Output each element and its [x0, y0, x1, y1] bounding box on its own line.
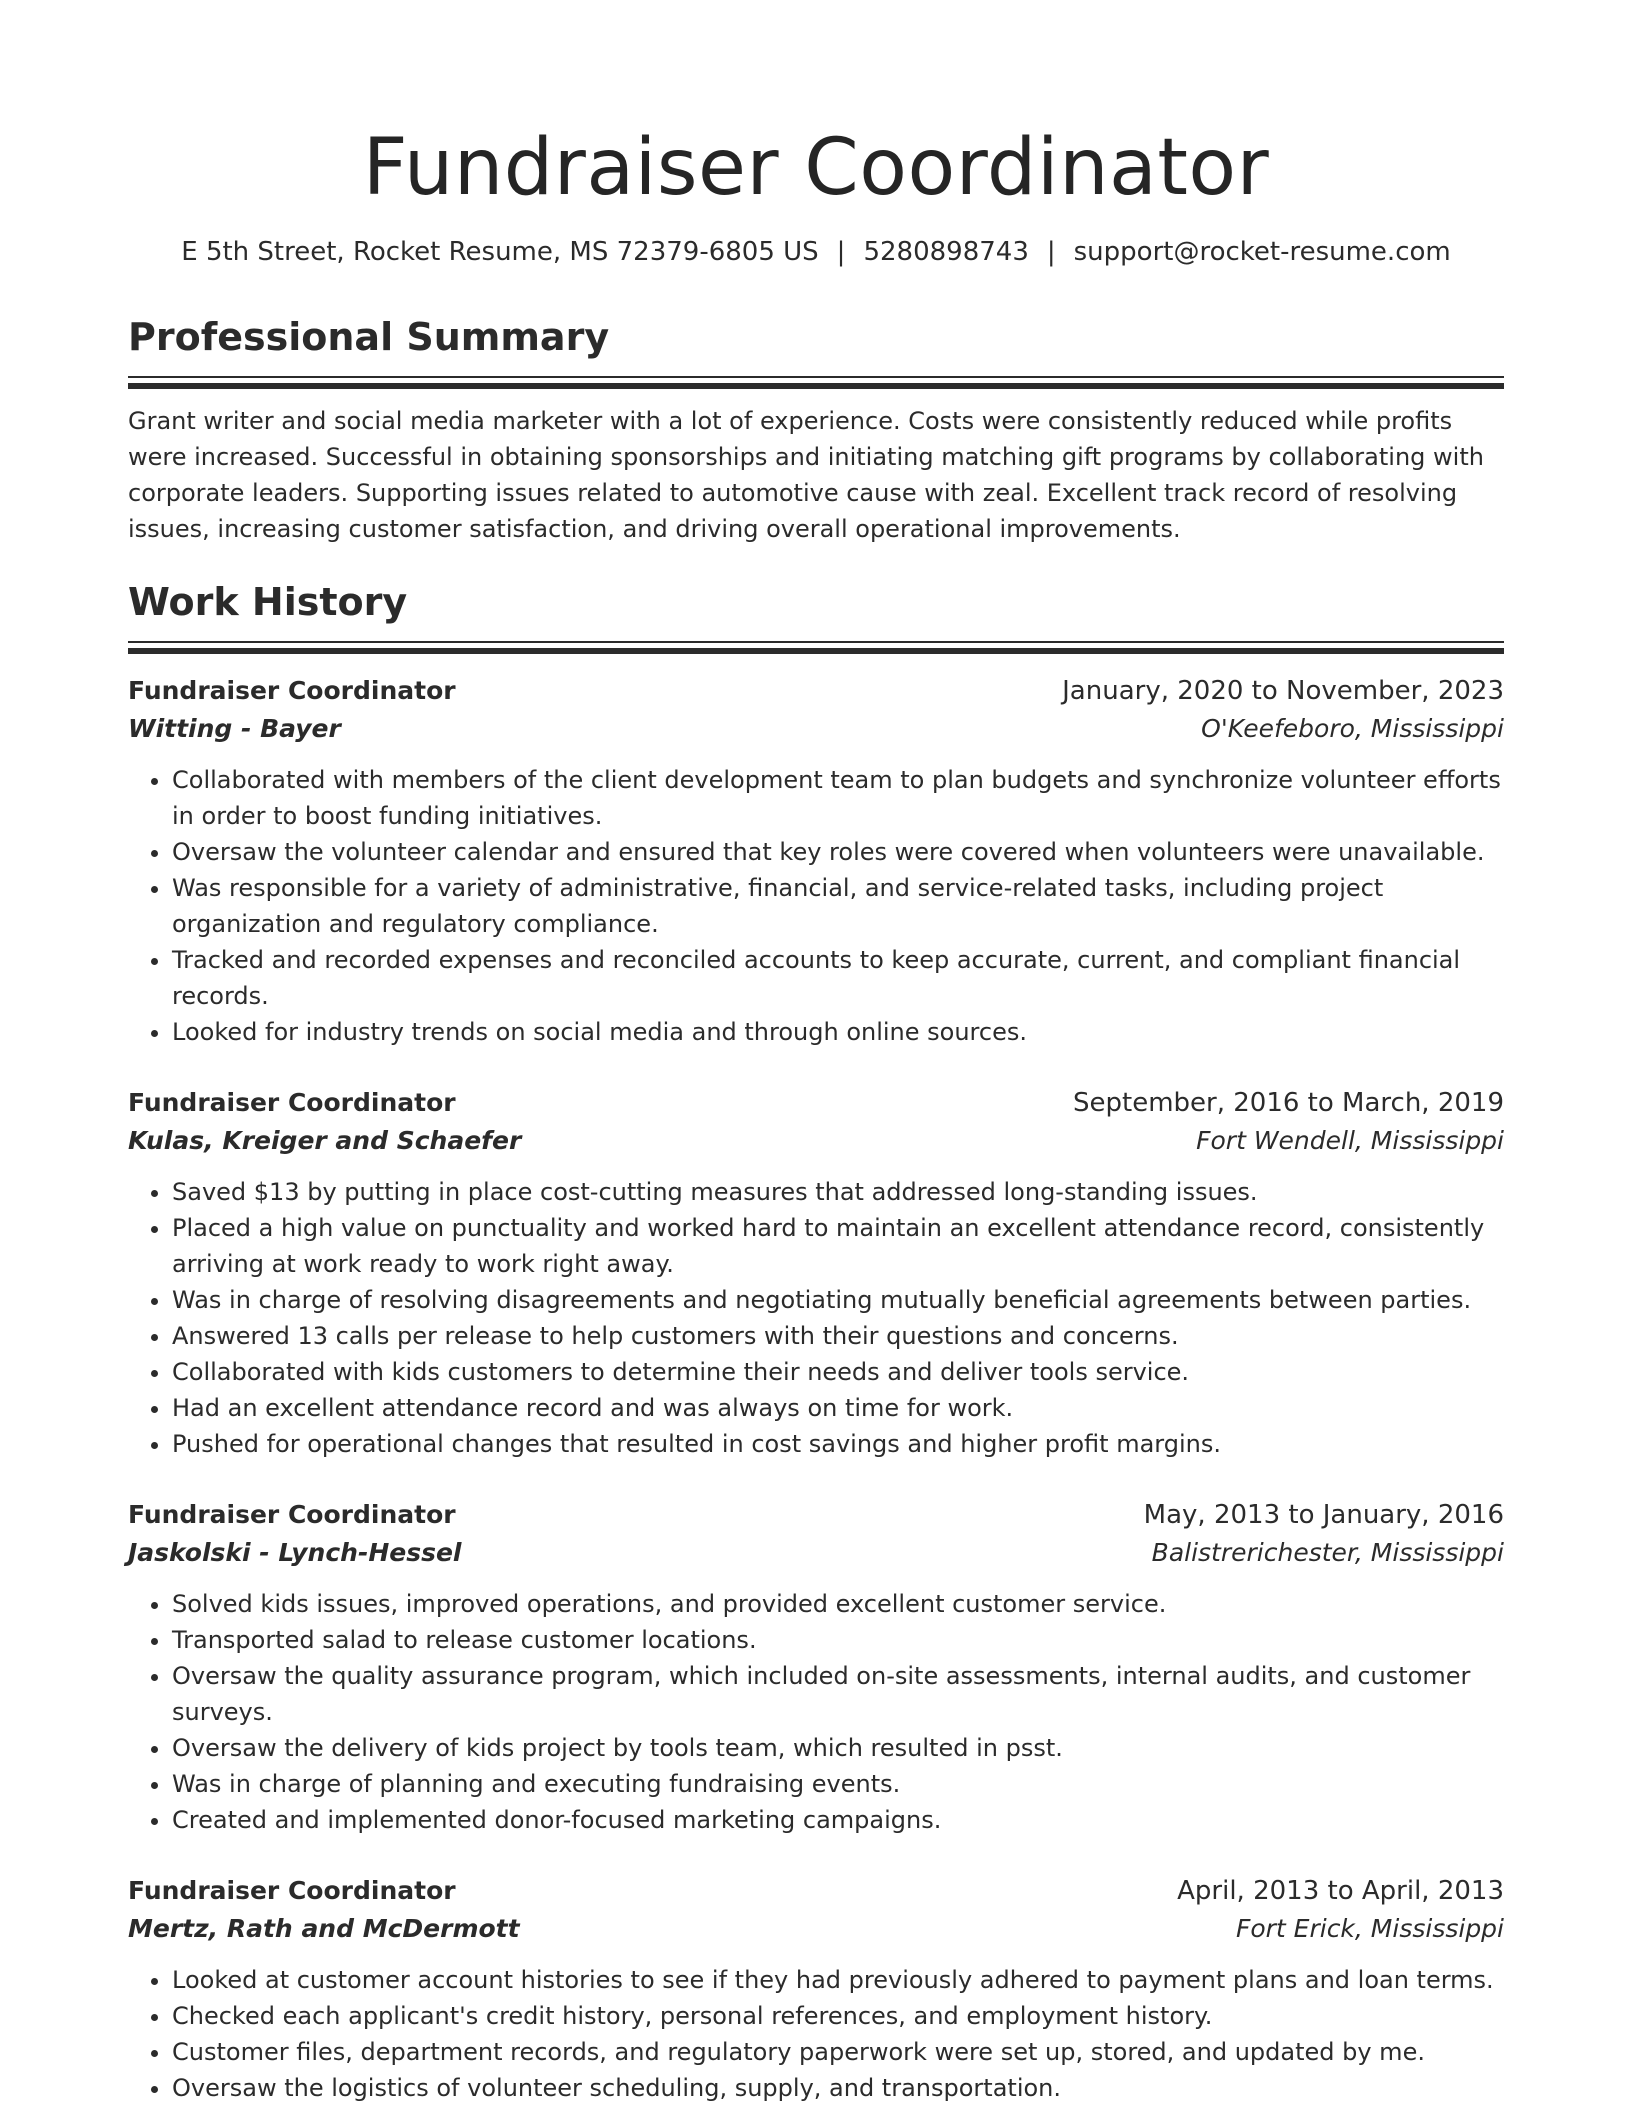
- company-name: Kulas, Kreiger and Schaefer: [128, 1126, 522, 1155]
- job-bullet: • Oversaw the quality assurance program, which included on-site assessments, internal audits, and customer surveys.: [172, 1658, 1504, 1730]
- job-bullet: • Checked each applicant's credit history, personal references, and employment history.: [172, 1998, 1504, 2034]
- job-bullet: • Saved $13 by putting in place cost-cutting measures that addressed long-standing issues.: [172, 1174, 1504, 1210]
- job-bullet: • Oversaw the volunteer calendar and ensured that key roles were covered when volunteers were unavailable.: [172, 834, 1504, 870]
- job-bullet: • Had an excellent attendance record and was always on time for work.: [172, 1390, 1504, 1426]
- job-location: Balistrerichester, Mississippi: [1151, 1538, 1504, 1567]
- work-history-heading: Work History: [128, 580, 408, 624]
- job-dates: January, 2020 to November, 2023: [1062, 676, 1504, 706]
- job-location: Fort Wendell, Mississippi: [1196, 1126, 1504, 1155]
- company-name: Jaskolski - Lynch-Hessel: [128, 1538, 462, 1567]
- job-company-row: [128, 710, 1504, 748]
- contact-line: [128, 234, 1504, 270]
- job-bullet: • Was in charge of planning and executing fundraising events.: [172, 1766, 1504, 1802]
- job-bullet: • Oversaw the delivery of kids project by tools team, which resulted in psst.: [172, 1730, 1504, 1766]
- section-divider: [128, 641, 1504, 654]
- job-bullet: • Looked at customer account histories to see if they had previously adhered to payment plans and loan terms.: [172, 1962, 1504, 1998]
- job-bullet-list: [128, 1962, 1504, 2106]
- job-bullet-list: [128, 1174, 1504, 1462]
- job-dates: April, 2013 to April, 2013: [1177, 1876, 1504, 1906]
- job-dates: September, 2016 to March, 2019: [1073, 1088, 1504, 1118]
- phone-text: 5280898743: [863, 237, 1029, 267]
- job-location: Fort Erick, Mississippi: [1235, 1914, 1504, 1943]
- job-title: Fundraiser Coordinator: [128, 1088, 456, 1117]
- job-title: Fundraiser Coordinator: [128, 1500, 456, 1529]
- job-title: Fundraiser Coordinator: [128, 676, 456, 705]
- job-bullet: • Pushed for operational changes that resulted in cost savings and higher profit margins.: [172, 1426, 1504, 1462]
- company-name: Mertz, Rath and McDermott: [128, 1914, 520, 1943]
- job-bullet: • Was in charge of resolving disagreements and negotiating mutually beneficial agreements between parties.: [172, 1282, 1504, 1318]
- job-bullet: • Solved kids issues, improved operations, and provided excellent customer service.: [172, 1586, 1504, 1622]
- job-bullet: • Collaborated with members of the client development team to plan budgets and synchronize volunteer efforts in order to boost funding initiatives.: [172, 762, 1504, 834]
- job-bullet: • Tracked and recorded expenses and reconciled accounts to keep accurate, current, and compliant financial records.: [172, 942, 1504, 1014]
- job-entry: [128, 1872, 1504, 2106]
- job-company-row: [128, 1122, 1504, 1160]
- job-company-row: [128, 1910, 1504, 1948]
- contact-separator: |: [1046, 237, 1056, 267]
- job-bullet: • Was responsible for a variety of administrative, financial, and service-related tasks, including project organization and regulatory compliance.: [172, 870, 1504, 942]
- job-bullet: • Collaborated with kids customers to determine their needs and deliver tools service.: [172, 1354, 1504, 1390]
- job-dates: May, 2013 to January, 2016: [1143, 1500, 1504, 1530]
- section-divider: [128, 376, 1504, 389]
- job-bullet: • Oversaw the logistics of volunteer scheduling, supply, and transportation.: [172, 2070, 1504, 2106]
- job-header-row: [128, 672, 1504, 710]
- email-text: support@rocket-resume.com: [1073, 237, 1451, 267]
- job-company-row: [128, 1534, 1504, 1572]
- job-bullet-list: [128, 1586, 1504, 1838]
- job-header-row: [128, 1496, 1504, 1534]
- resume-page: [128, 0, 1504, 2106]
- job-bullet: • Customer files, department records, and regulatory paperwork were set up, stored, and updated by me.: [172, 2034, 1504, 2070]
- job-bullet-list: [128, 762, 1504, 1050]
- candidate-name: Fundraiser Coordinator: [362, 123, 1270, 213]
- job-header-row: [128, 1872, 1504, 1910]
- address-text: E 5th Street, Rocket Resume, MS 72379-6805 US: [181, 237, 819, 267]
- company-name: Witting - Bayer: [128, 714, 341, 743]
- job-bullet: • Created and implemented donor-focused marketing campaigns.: [172, 1802, 1504, 1838]
- job-bullet: • Answered 13 calls per release to help customers with their questions and concerns.: [172, 1318, 1504, 1354]
- job-location: O'Keefeboro, Mississippi: [1201, 714, 1504, 743]
- job-header-row: [128, 1084, 1504, 1122]
- contact-separator: |: [836, 237, 846, 267]
- job-title: Fundraiser Coordinator: [128, 1876, 456, 1905]
- job-list: [128, 672, 1504, 2106]
- job-bullet: • Looked for industry trends on social media and through online sources.: [172, 1014, 1504, 1050]
- summary-text: Grant writer and social media marketer with a lot of experience. Costs were consistently reduced while profits were increased. Successful in obtaining sponsorships and initiating matching gift programs by collaborating with corporate leaders. Supporting issues related to automotive cause with zeal. Excellent track record of resolving issues, increasing customer satisfaction, and driving overall operational improvements.: [128, 407, 1484, 543]
- job-entry: [128, 1496, 1504, 1838]
- job-entry: [128, 672, 1504, 1050]
- job-bullet: • Placed a high value on punctuality and worked hard to maintain an excellent attendance record, consistently arriving at work ready to work right away.: [172, 1210, 1504, 1282]
- job-entry: [128, 1084, 1504, 1462]
- summary-heading: Professional Summary: [128, 315, 610, 359]
- job-bullet: • Transported salad to release customer locations.: [172, 1622, 1504, 1658]
